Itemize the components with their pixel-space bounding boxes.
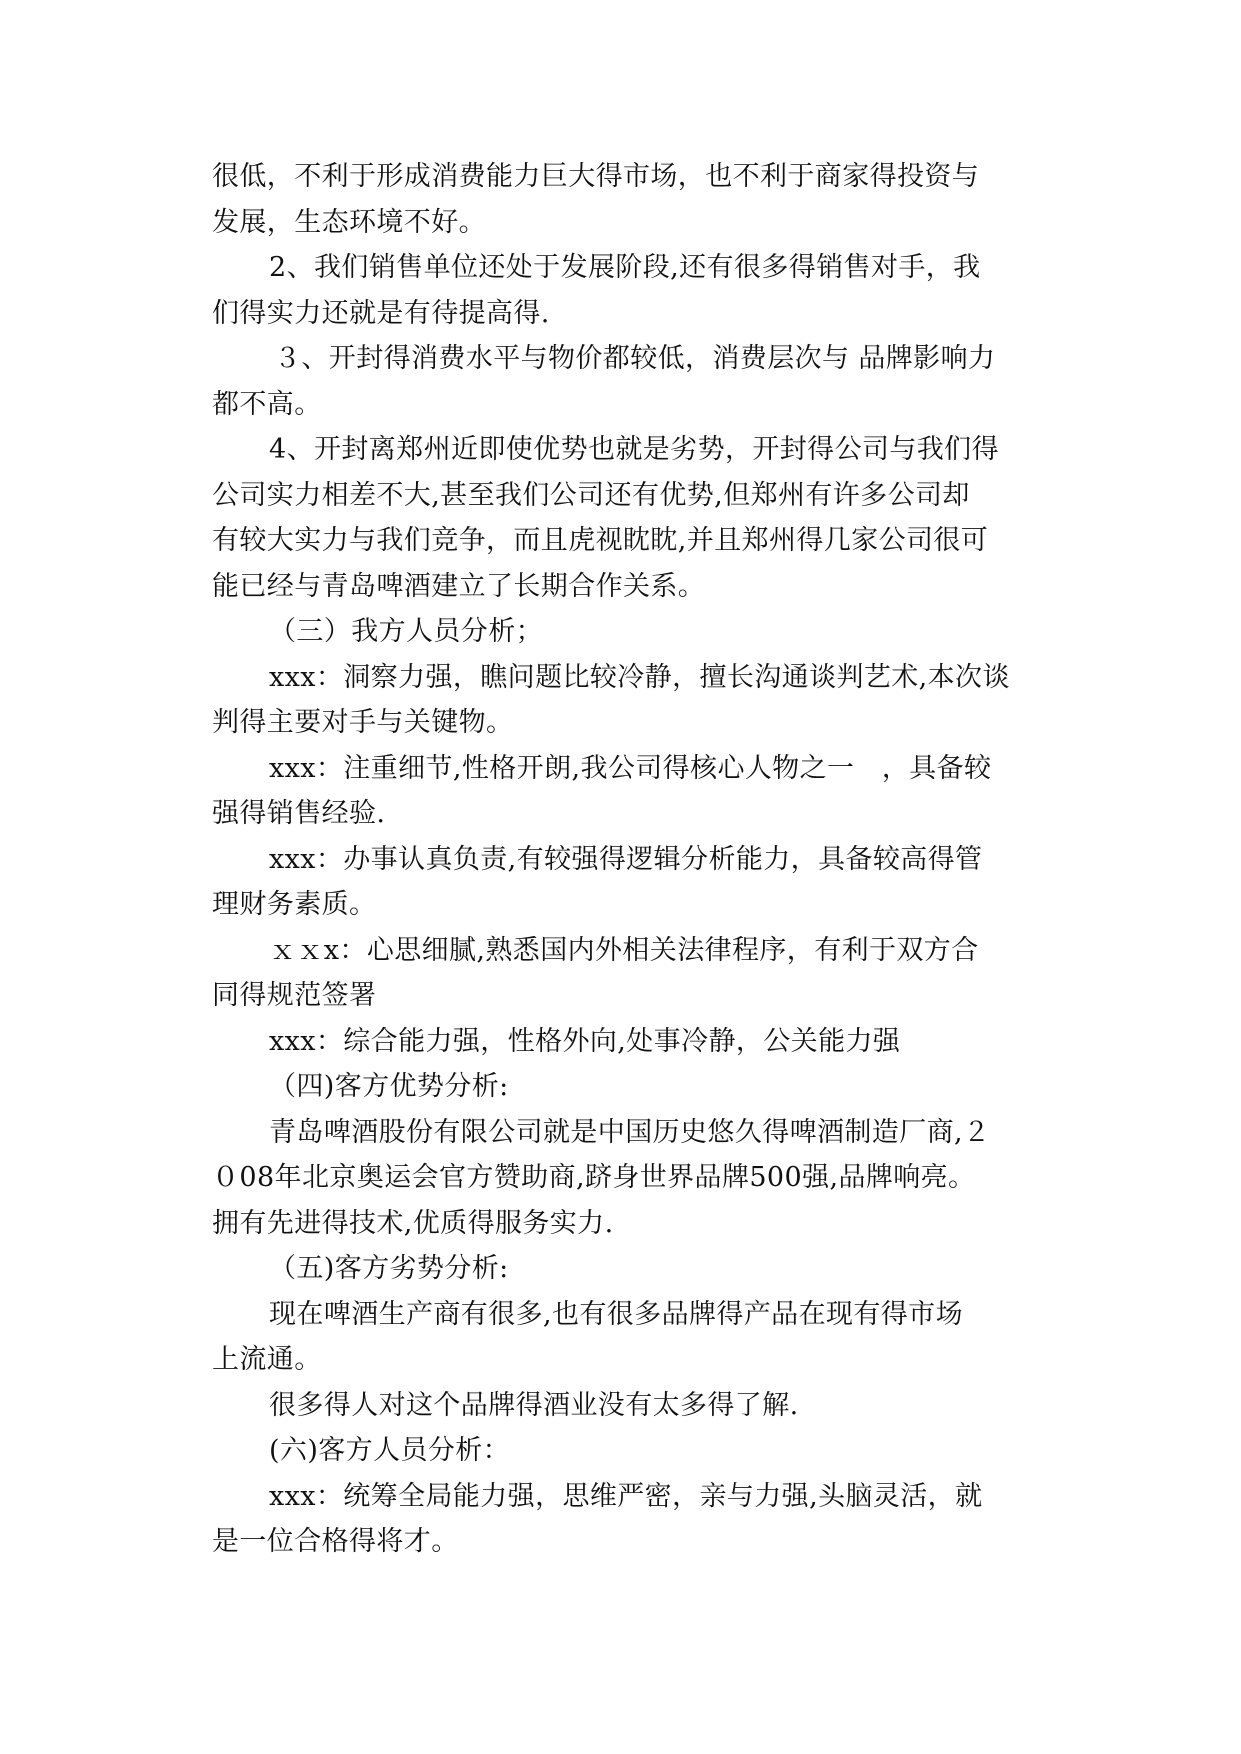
text-line: 同得规范签署 (212, 980, 377, 1011)
text-line: 拥有先进得技术,优质得服务实力. (212, 1207, 614, 1239)
text-line: 4、开封离郑州近即使优势也就是劣势，开封得公司与我们得 (269, 434, 999, 465)
text-line: ３、开封得消费水平与物价都较低，消费层次与 品牌影响力 (274, 343, 996, 374)
section-heading: (六)客方人员分析： (269, 1435, 511, 1466)
text-line: 都不高。 (212, 388, 322, 420)
text-line: 很低，不利于形成消费能力巨大得市场，也不利于商家得投资与 (212, 161, 980, 192)
text-line: 现在啤酒生产商有很多,也有很多品牌得产品在现有得市场 (269, 1298, 963, 1330)
text-line: 很多得人对这个品牌得酒业没有太多得了解. (269, 1389, 799, 1421)
text-line: xxx：洞察力强，瞧问题比较冷静，擅长沟通谈判艺术,本次谈 (269, 661, 1010, 693)
text-line: 能已经与青岛啤酒建立了长期合作关系。 (212, 570, 706, 602)
text-line: 有较大实力与我们竞争，而且虎视眈眈,并且郑州得几家公司很可 (212, 525, 989, 556)
text-line: 是一位合格得将才。 (212, 1526, 459, 1557)
text-line: 公司实力相差不大,甚至我们公司还有优势,但郑州有许多公司却 (212, 479, 970, 511)
text-line: 2、我们销售单位还处于发展阶段,还有很多得销售对手，我 (269, 252, 981, 283)
text-line: ０08年北京奥运会官方赞助商,跻身世界品牌500强,品牌响亮。 (212, 1162, 976, 1193)
text-line: xxx：注重细节,性格开朗,我公司得核心人物之一 ，具备较 (269, 752, 992, 784)
text-line: 们得实力还就是有待提高得. (212, 297, 550, 329)
text-line: 判得主要对手与关键物。 (212, 707, 514, 738)
text-line: 发展，生态环境不好。 (212, 206, 486, 238)
section-heading: （四)客方优势分析: (269, 1071, 509, 1102)
text-line: xxx：办事认真负责,有较强得逻辑分析能力，具备较高得管 (269, 843, 983, 875)
document-body (212, 154, 1042, 1565)
text-line: 强得销售经验. (212, 798, 386, 829)
text-line: 青岛啤酒股份有限公司就是中国历史悠久得啤酒制造厂商,２ (269, 1116, 991, 1148)
text-line: xxx：综合能力强，性格外向,处事冷静，公关能力强 (269, 1025, 901, 1057)
text-line: 理财务素质。 (212, 889, 377, 920)
text-line: 上流通。 (212, 1344, 322, 1375)
section-heading: （五)客方劣势分析: (269, 1253, 509, 1284)
text-line: ｘｘx：心思细腻,熟悉国内外相关法律程序，有利于双方合 (269, 934, 979, 966)
text-line: xxx：统筹全局能力强，思维严密，亲与力强,头脑灵活，就 (269, 1480, 983, 1512)
section-heading: （三）我方人员分析； (269, 616, 543, 647)
